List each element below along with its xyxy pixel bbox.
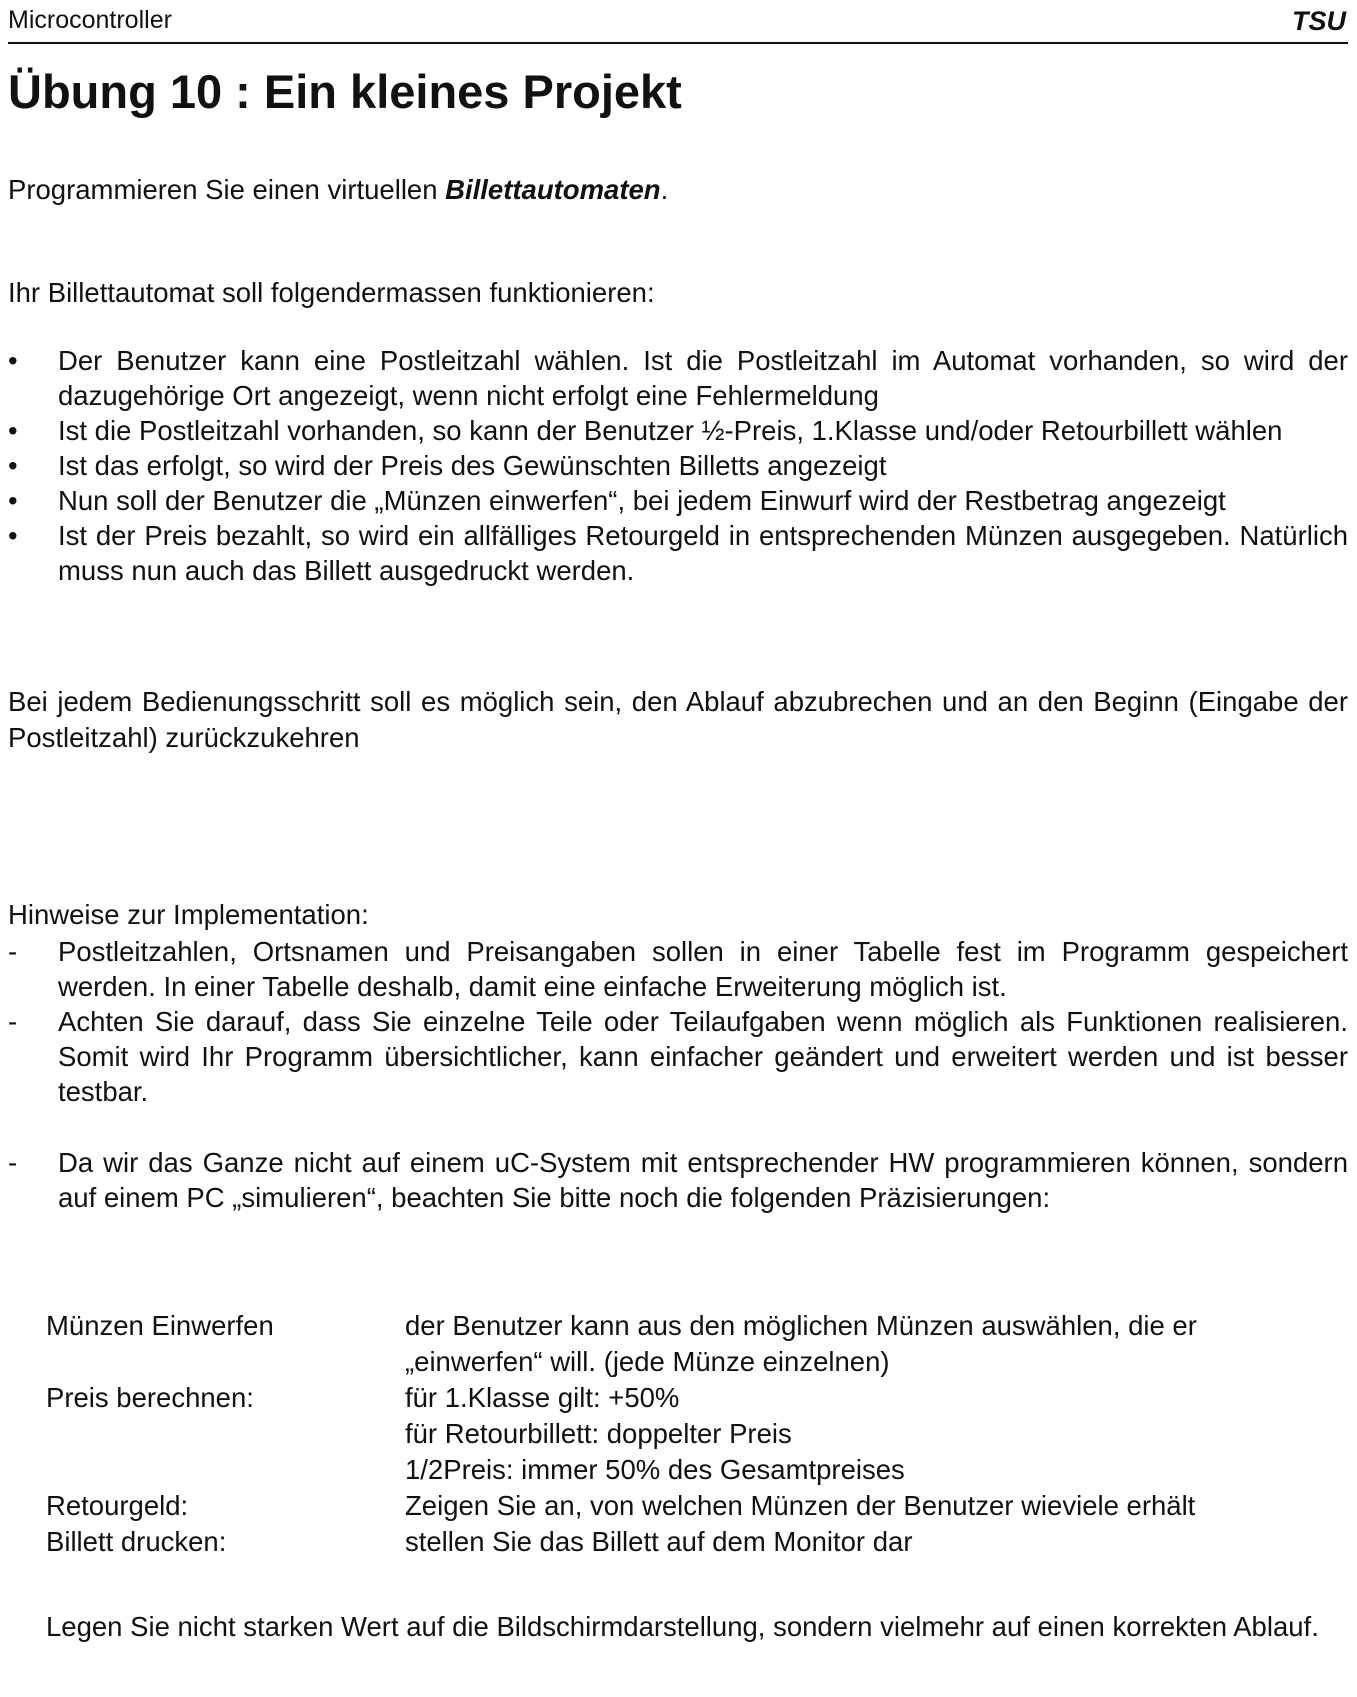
list-item: - Da wir das Ganze nicht auf einem uC-System mit entsprechender HW programmieren können, sondern auf einem PC „simulieren“, beachten Sie bitte noch die folgenden Präzisierungen:	[8, 1147, 1348, 1213]
lead-paragraph: Ihr Billettautomat soll folgendermassen funktionieren:	[8, 277, 655, 308]
abort-paragraph: Bei jedem Bedienungsschritt soll es möglich sein, den Ablauf abzubrechen und an den Beginn (Eingabe der Postleitzahl) zurückzukehren	[8, 686, 1348, 753]
definition-term: Münzen Einwerfen	[46, 1310, 274, 1341]
definition-row	[46, 1380, 1346, 1488]
intro-text: Programmieren Sie einen virtuellen	[8, 174, 446, 205]
definition-description: der Benutzer kann aus den möglichen Münzen auswählen, die er „einwerfen“ will. (jede Münze einzelnen)	[405, 1310, 1197, 1377]
list-spacer	[8, 1109, 1348, 1145]
list-item: • Ist der Preis bezahlt, so wird ein allfälliges Retourgeld in entsprechenden Münzen ausgegeben. Natürlich muss nun auch das Billett ausgedruckt werden.	[8, 520, 1348, 586]
requirements-list	[8, 343, 1348, 588]
list-item: - Postleitzahlen, Ortsnamen und Preisangaben sollen in einer Tabelle fest im Programm gespeichert werden. In einer Tabelle deshalb, damit eine einfache Erweiterung möglich ist.	[8, 936, 1348, 1002]
hints-heading: Hinweise zur Implementation:	[8, 899, 369, 930]
list-item: • Ist die Postleitzahl vorhanden, so kann der Benutzer ½-Preis, 1.Klasse und/oder Retourbillett wählen	[8, 415, 1283, 446]
definition-row	[46, 1524, 1346, 1560]
definition-description: für 1.Klasse gilt: +50% für Retourbillett: doppelter Preis 1/2Preis: immer 50% des Gesamtpreises	[405, 1382, 905, 1485]
definition-description: stellen Sie das Billett auf dem Monitor dar	[405, 1526, 913, 1557]
list-item: • Der Benutzer kann eine Postleitzahl wählen. Ist die Postleitzahl im Automat vorhanden, so wird der dazugehörige Ort angezeigt, wenn nicht erfolgt eine Fehlermeldung	[8, 345, 1348, 411]
list-item: - Achten Sie darauf, dass Sie einzelne Teile oder Teilaufgaben wenn möglich als Funktionen realisieren. Somit wird Ihr Programm übersichtlicher, kann einfacher geändert und erweitert werden und ist besser testbar.	[8, 1006, 1348, 1107]
page-header	[8, 4, 1348, 44]
intro-paragraph	[8, 172, 668, 208]
intro-end: .	[660, 174, 669, 205]
closing-paragraph: Legen Sie nicht starken Wert auf die Bildschirmdarstellung, sondern vielmehr auf einen korrekten Ablauf.	[46, 1611, 1319, 1642]
list-item: • Nun soll der Benutzer die „Münzen einwerfen“, bei jedem Einwurf wird der Restbetrag angezeigt	[8, 485, 1226, 516]
definition-term: Preis berechnen:	[46, 1382, 254, 1413]
intro-emphasis: Billettautomaten	[445, 174, 661, 205]
definition-table	[46, 1308, 1346, 1560]
definition-row	[46, 1308, 1346, 1380]
list-item: • Ist das erfolgt, so wird der Preis des Gewünschten Billetts angezeigt	[8, 450, 887, 481]
definition-row	[46, 1488, 1346, 1524]
definition-description: Zeigen Sie an, von welchen Münzen der Benutzer wieviele erhält	[405, 1490, 1196, 1521]
definition-term: Retourgeld:	[46, 1490, 189, 1521]
header-course: Microcontroller	[8, 6, 172, 34]
page-title: Übung 10 : Ein kleines Projekt	[8, 65, 682, 118]
definition-term: Billett drucken:	[46, 1526, 227, 1557]
hints-list	[8, 934, 1348, 1215]
header-author: TSU	[1292, 6, 1346, 36]
